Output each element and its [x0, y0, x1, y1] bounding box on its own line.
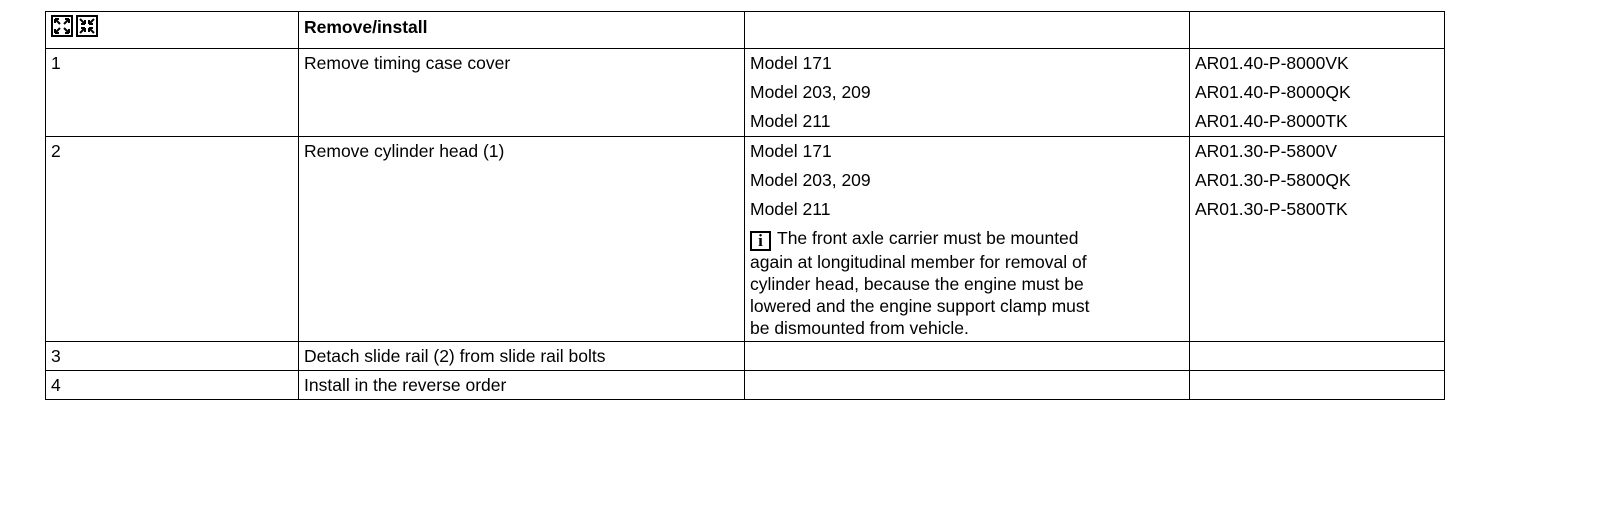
reference-list [1190, 137, 1445, 342]
expand-icon[interactable] [51, 15, 73, 37]
header-empty-cell [1190, 12, 1445, 49]
step-number: 1 [46, 49, 299, 137]
reference-link[interactable]: AR01.30-P-5800V [1195, 141, 1338, 161]
step-action: Detach slide rail (2) from slide rail bolts [299, 342, 745, 371]
reference-link[interactable]: AR01.40-P-8000VK [1195, 53, 1349, 73]
procedure-table [45, 11, 1445, 400]
reference-link[interactable]: AR01.30-P-5800QK [1195, 170, 1351, 190]
step-number: 4 [46, 371, 299, 400]
info-note [750, 227, 1184, 339]
reference-link[interactable]: AR01.30-P-5800TK [1195, 199, 1348, 219]
empty-cell [745, 371, 1190, 400]
empty-cell [1190, 342, 1445, 371]
note-line: be dismounted from vehicle. [750, 318, 969, 338]
table-row [46, 371, 1445, 400]
model-label: Model 171 [750, 53, 832, 73]
reference-link[interactable]: AR01.40-P-8000QK [1195, 82, 1351, 102]
table-header-row [46, 12, 1445, 49]
model-label: Model 203, 209 [750, 170, 871, 190]
model-label: Model 211 [750, 111, 831, 131]
info-icon: i [750, 231, 771, 251]
header-empty-cell [745, 12, 1190, 49]
table-row [46, 137, 1445, 342]
note-line: The front axle carrier must be mounted [777, 228, 1079, 248]
reference-link[interactable]: AR01.40-P-8000TK [1195, 111, 1348, 131]
reference-list [1190, 49, 1445, 137]
table-title: Remove/install [299, 12, 745, 49]
table-row [46, 49, 1445, 137]
header-icons-cell [46, 12, 299, 49]
step-number: 3 [46, 342, 299, 371]
step-action: Remove timing case cover [299, 49, 745, 137]
model-label: Model 171 [750, 141, 832, 161]
empty-cell [1190, 371, 1445, 400]
step-number: 2 [46, 137, 299, 342]
model-label: Model 203, 209 [750, 82, 871, 102]
model-label: Model 211 [750, 199, 831, 219]
note-line: cylinder head, because the engine must be [750, 274, 1084, 294]
note-line: lowered and the engine support clamp must [750, 296, 1090, 316]
collapse-icon[interactable] [76, 15, 98, 37]
model-list [745, 49, 1190, 137]
empty-cell [745, 342, 1190, 371]
note-line: again at longitudinal member for removal of [750, 252, 1087, 272]
model-list [745, 137, 1190, 342]
table-row [46, 342, 1445, 371]
step-action: Remove cylinder head (1) [299, 137, 745, 342]
step-action: Install in the reverse order [299, 371, 745, 400]
